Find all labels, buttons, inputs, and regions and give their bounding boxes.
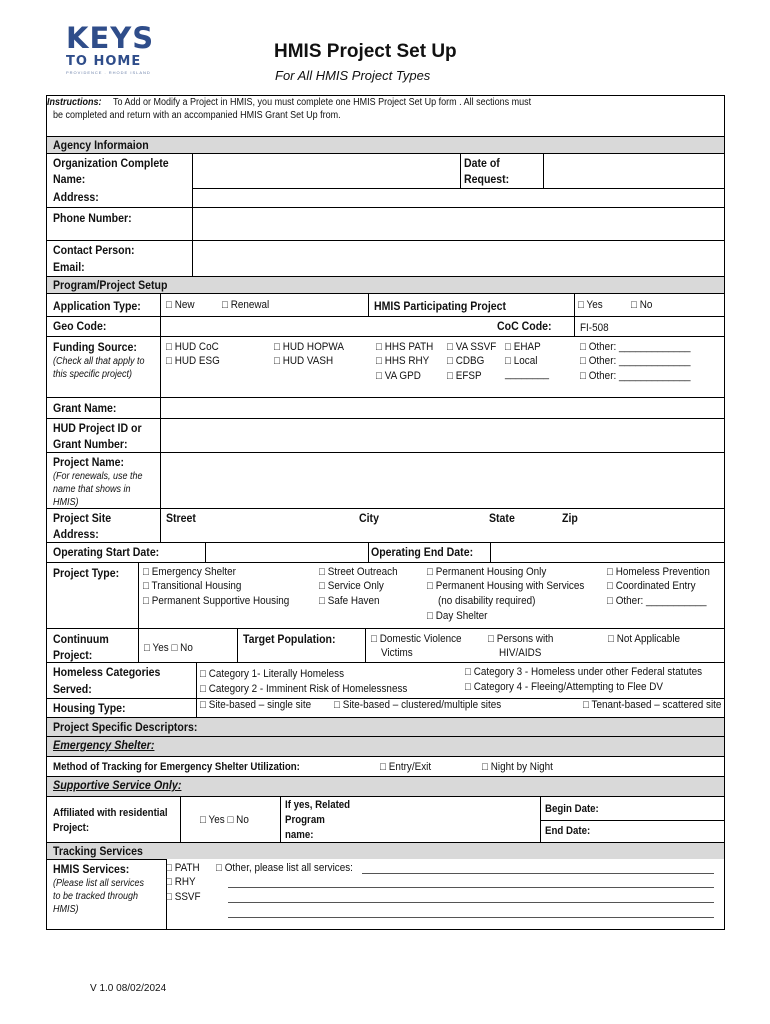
site-address-label-2: Address: (53, 527, 99, 541)
funding-hud-vash-checkbox[interactable]: □ HUD VASH (274, 355, 334, 367)
start-date-label: Operating Start Date: (53, 545, 160, 559)
logo-tagline: PROVIDENCE . RHODE ISLAND (66, 70, 151, 75)
tracking-heading: Tracking Services (53, 844, 143, 858)
funding-other-3-field[interactable]: □ Other: _____________ (580, 370, 691, 382)
tp-domestic-violence-label-2: Victims (381, 647, 413, 659)
hmis-participating-no-checkbox[interactable]: □ No (631, 299, 653, 311)
funding-va-gpd-checkbox[interactable]: □ VA GPD (376, 370, 421, 382)
site-address-label: Project Site (53, 511, 112, 525)
pt-safe-haven-checkbox[interactable]: □ Safe Haven (319, 595, 380, 607)
funding-local-checkbox[interactable]: □ Local (505, 355, 538, 367)
funding-hhs-path-checkbox[interactable]: □ HHS PATH (376, 341, 434, 353)
funding-ehap-checkbox[interactable]: □ EHAP (505, 341, 541, 353)
related-program-label: If yes, Related (285, 799, 351, 811)
app-type-renewal-checkbox[interactable]: □ Renewal (222, 299, 270, 311)
pt-homeless-prevention-checkbox[interactable]: □ Homeless Prevention (607, 566, 710, 578)
funding-efsp-checkbox[interactable]: □ EFSP (447, 370, 482, 382)
funding-blank-field[interactable]: ________ (505, 368, 550, 380)
funding-other-2-field[interactable]: □ Other: _____________ (580, 355, 691, 367)
funding-note-1: (Check all that apply to (53, 356, 145, 367)
logo (66, 21, 155, 75)
related-program-label-3: name: (285, 829, 314, 841)
tp-hiv-aids-checkbox[interactable]: □ Persons with (488, 633, 554, 645)
hmis-participating-yes-checkbox[interactable]: □ Yes (578, 299, 603, 311)
hmis-services-label: HMIS Services: (53, 862, 130, 876)
hud-id-label: HUD Project ID or (53, 421, 142, 435)
app-type-new-checkbox[interactable]: □ New (166, 299, 195, 311)
pt-emergency-shelter-checkbox[interactable]: □ Emergency Shelter (143, 566, 236, 578)
logo-keys-text: KEYS (66, 21, 155, 55)
target-population-label: Target Population: (243, 632, 336, 646)
tp-domestic-violence-checkbox[interactable]: □ Domestic Violence (371, 633, 462, 645)
logo-home-text: TO HOME (66, 54, 142, 69)
funding-hud-esg-checkbox[interactable]: □ HUD ESG (166, 355, 220, 367)
agency-heading: Agency Informaion (53, 138, 149, 152)
sso-end-date-label: End Date: (545, 825, 591, 837)
affiliated-label-2: Project: (53, 822, 90, 834)
other-services-line-2[interactable] (228, 887, 714, 888)
continuum-label-2: Project: (53, 648, 93, 662)
ht-single-site-checkbox[interactable]: □ Site-based – single site (200, 699, 312, 711)
org-name-label-2: Name: (53, 172, 86, 186)
page-subtitle: For All HMIS Project Types (275, 68, 431, 83)
continuum-label: Continuum (53, 632, 109, 646)
cat-1-checkbox[interactable]: □ Category 1- Literally Homeless (200, 668, 345, 680)
service-ssvf-checkbox[interactable]: □ SSVF (166, 891, 201, 903)
coc-code-value: FI-508 (580, 322, 609, 334)
instructions-line-2: be completed and return with an accompanied HMIS Grant Set Up from. (53, 110, 341, 121)
instructions-label: Instructions: (47, 97, 102, 108)
city-label: City (359, 511, 379, 525)
tracking-method-label: Method of Tracking for Emergency Shelter Utilization: (53, 761, 300, 773)
service-path-checkbox[interactable]: □ PATH (166, 862, 200, 874)
program-heading: Program/Project Setup (53, 278, 168, 292)
hmis-services-note-1: (Please list all services (53, 878, 145, 889)
homeless-categories-label-2: Served: (53, 682, 92, 696)
ht-clustered-checkbox[interactable]: □ Site-based – clustered/multiple sites (334, 699, 502, 711)
pt-ph-services-checkbox[interactable]: □ Permanent Housing with Services (427, 580, 585, 592)
cat-3-checkbox[interactable]: □ Category 3 - Homeless under other Federal statutes (465, 666, 703, 678)
cat-2-checkbox[interactable]: □ Category 2 - Imminent Risk of Homelessness (200, 683, 408, 695)
project-name-note-3: HMIS) (53, 497, 79, 508)
funding-hhs-rhy-checkbox[interactable]: □ HHS RHY (376, 355, 430, 367)
homeless-categories-label: Homeless Categories (53, 665, 161, 679)
version-label: V 1.0 08/02/2024 (90, 983, 167, 994)
affiliated-yes-no-checkbox[interactable]: □ Yes □ No (200, 814, 249, 826)
hmis-services-note-2: to be tracked through (53, 891, 139, 902)
grant-name-label: Grant Name: (53, 401, 117, 415)
descriptors-heading: Project Specific Descriptors: (53, 720, 198, 734)
pt-ph-services-note: (no disability required) (438, 595, 536, 607)
service-rhy-checkbox[interactable]: □ RHY (166, 876, 196, 888)
hmis-participating-label: HMIS Participating Project (374, 299, 507, 313)
phone-label: Phone Number: (53, 211, 132, 225)
entry-exit-checkbox[interactable]: □ Entry/Exit (380, 761, 432, 773)
street-label: Street (166, 511, 196, 525)
state-label: State (489, 511, 515, 525)
project-name-note-2: name that shows in (53, 484, 131, 495)
project-name-note-1: (For renewals, use the (53, 471, 143, 482)
pt-ph-only-checkbox[interactable]: □ Permanent Housing Only (427, 566, 547, 578)
pt-street-outreach-checkbox[interactable]: □ Street Outreach (319, 566, 398, 578)
hud-id-label-2: Grant Number: (53, 437, 128, 451)
pt-service-only-checkbox[interactable]: □ Service Only (319, 580, 384, 592)
affiliated-label: Affiliated with residential (53, 807, 168, 819)
funding-va-ssvf-checkbox[interactable]: □ VA SSVF (447, 341, 497, 353)
pt-other-field[interactable]: □ Other: ___________ (607, 595, 707, 607)
other-services-line-3[interactable] (228, 902, 714, 903)
geo-code-label: Geo Code: (53, 319, 107, 333)
date-request-label-2: Request: (464, 172, 510, 186)
pt-day-shelter-checkbox[interactable]: □ Day Shelter (427, 610, 488, 622)
cat-4-checkbox[interactable]: □ Category 4 - Fleeing/Attempting to Flee DV (465, 681, 664, 693)
project-name-label: Project Name: (53, 455, 125, 469)
pt-transitional-housing-checkbox[interactable]: □ Transitional Housing (143, 580, 242, 592)
funding-note-2: this specific project) (53, 369, 133, 380)
service-other-checkbox[interactable]: □ Other, please list all services: (216, 862, 353, 874)
email-label: Email: (53, 260, 85, 274)
other-services-line-1[interactable] (362, 873, 714, 874)
begin-date-label: Begin Date: (545, 803, 599, 815)
coc-code-label: CoC Code: (497, 319, 552, 333)
other-services-line-4[interactable] (228, 917, 714, 918)
pt-coordinated-entry-checkbox[interactable]: □ Coordinated Entry (607, 580, 696, 592)
funding-source-label: Funding Source: (53, 340, 137, 354)
instructions-line-1: To Add or Modify a Project in HMIS, you must complete one HMIS Project Set Up form . All sections must (113, 97, 532, 108)
night-by-night-checkbox[interactable]: □ Night by Night (482, 761, 553, 773)
project-type-label: Project Type: (53, 566, 120, 580)
org-name-label: Organization Complete (53, 156, 169, 170)
funding-hud-hopwa-checkbox[interactable]: □ HUD HOPWA (274, 341, 344, 353)
date-request-label: Date of (464, 156, 500, 170)
address-label: Address: (53, 190, 99, 204)
end-date-label: Operating End Date: (371, 545, 474, 559)
tp-hiv-aids-label-2: HIV/AIDS (499, 647, 542, 659)
hmis-services-note-3: HMIS) (53, 904, 79, 915)
tp-not-applicable-checkbox[interactable]: □ Not Applicable (608, 633, 681, 645)
sso-heading: Supportive Service Only: (53, 778, 182, 792)
app-type-label: Application Type: (53, 299, 141, 313)
housing-type-label: Housing Type: (53, 701, 126, 715)
continuum-yes-no-checkbox[interactable]: □ Yes □ No (144, 642, 193, 654)
related-program-label-2: Program (285, 814, 325, 826)
funding-cdbg-checkbox[interactable]: □ CDBG (447, 355, 485, 367)
funding-hud-coc-checkbox[interactable]: □ HUD CoC (166, 341, 219, 353)
zip-label: Zip (562, 511, 578, 525)
pt-psh-checkbox[interactable]: □ Permanent Supportive Housing (143, 595, 290, 607)
emergency-shelter-heading: Emergency Shelter: (53, 738, 155, 752)
page-title: HMIS Project Set Up (274, 41, 457, 62)
tracking-band (46, 842, 724, 859)
contact-label: Contact Person: (53, 243, 135, 257)
ht-tenant-based-checkbox[interactable]: □ Tenant-based – scattered site (583, 699, 722, 711)
funding-other-1-field[interactable]: □ Other: _____________ (580, 341, 691, 353)
